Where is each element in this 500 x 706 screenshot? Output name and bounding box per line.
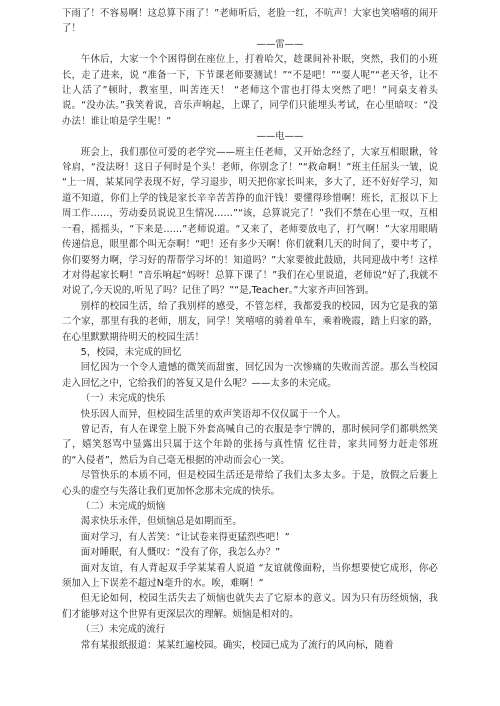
paragraph: 回忆因为一个令人遗憾的微笑而甜蜜，回忆因为一次惨痛的失败而苦涩。那么当校园走入回忆之中，它给我们的答复又是什么呢？——太多的未完成。 — [62, 362, 438, 389]
paragraph: 尽管快乐的本质不同，但是校园生活还是带给了我们太多太多。于是，放假之后裹上心头的虚空与失落让我们更加怀念那未完成的快乐。 — [62, 470, 438, 497]
essay-title: 5，校园，未完成的回忆 — [80, 346, 182, 358]
subheading-trends: （三）未完成的流行 — [80, 624, 166, 636]
paragraph: 班会上，我们那位可爱的老学究——班主任老师，又开始念经了，大家互相眼瞅，耸耸肩，“没法呀！这日子何时是个头！老师，你别念了！”“救命啊！”班主任屈头一皱，说 “上一周，某某同学表现不好，学习退步，明天把你家长叫来，多大了，还不好好学习，知道不知道，你们上学的钱是家长辛辛苦苦挣的血汗钱！要懂得珍惜啊！班长，汇报以下上周工作……，劳动委员说说卫生情况……”“该，总算说完了！”我们不禁在心里一叹，互相一看，摇摇头，“下来是……”老师说道。“又来了，老师要放电了，打气啊！”大家用眼睛传递信息，眼里都个叫无奈啊！“吧！还有多少天啊！你们就剩几天的时间了，要中考了，你们要努力啊，学习好的帮帮学习坏的！知道吗？”大家要彼此鼓励，共同迎战中考！这样才对得起家长啊！”音乐响起“妈呀！总算下课了！”我们在心里说道，老师说“好了,我就不对说了,今天说的,听见了吗？记住了吗？”“是,Teacher。”大家齐声回答到。 — [62, 146, 438, 297]
section-divider-thunder: ——雷—— — [256, 38, 304, 50]
paragraph: 下雨了！不容易啊！这总算下雨了！”老师听后，老脸一红，不吭声！大家也笑嘻嘻的闹开了！ — [62, 8, 438, 35]
paragraph: 但无论如何，校园生活失去了烦恼也就失去了它原本的意义。因为只有历经烦恼，我们才能够对这个世界有更深层次的理解。烦恼是相对的。 — [62, 593, 438, 620]
paragraph: 午休后，大家一个个困得倒在座位上，打着哈欠，趁课间补补眠，突然，我们的小班长，走了进来，说 “准备一下，下节课老师要测试！”“不是吧！”“耍人呢”“老天爷，让不让人活了”顿时，教室里，叫苦连天！ “老师这个雷也打得太突然了吧！”同桌支着头说。“没办法。”我笑着说，音乐声响起，上课了，同学们只能埋头考试，在心里暗叹：“没办法！谁让咱是学生呢！” — [62, 54, 438, 127]
subheading-happiness: （一）未完成的快乐 — [80, 393, 166, 405]
paragraph: 常有某报纸报道：某某红遍校园。确实，校园已成为了流行的风向标，随着 — [80, 639, 394, 651]
paragraph: 快乐因人而异，但校园生活里的欢声笑语却不仅仅属于一个人。 — [80, 408, 347, 420]
subheading-worries: （二）未完成的烦恼 — [80, 501, 166, 512]
paragraph: 面对友谊，有人背起双手学某某看人说道 “友谊就像面粉，当你想要使它成形，你必须加入上下误差不超过N毫升的水。唉，难啊！” — [62, 562, 438, 590]
paragraph: 面对学习，有人苦笑：“让试卷来得更猛烈些吧！” — [80, 531, 290, 543]
section-divider-lightning: ——电—— — [256, 131, 304, 143]
paragraph: 面对睡眠，有人慨叹：“没有了你，我怎么办？” — [80, 547, 281, 559]
paragraph: 渴求快乐永伴，但烦恼总是如期而至。 — [80, 516, 242, 528]
paragraph: 曾记否，有人在课堂上脱下外套高喊自己的衣服是李宁牌的，那时候同学们都哄然笑了，嬉笑怒骂中显露出只属于这个年龄的张扬与真性情 忆往昔，家共同努力赶走邻班的“入侵者”，然后为自己毫无根据的冲动而会心一笑。 — [62, 423, 438, 466]
paragraph: 别样的校园生活，给了我别样的感受，不管怎样，我都爱我的校园，因为它是我的第二个家，那里有我的老师，朋友，同学！笑嘻嘻的骑着单车，乘着晚霞，踏上归家的路，在心里默默期待明天的校园生活！ — [62, 300, 438, 343]
